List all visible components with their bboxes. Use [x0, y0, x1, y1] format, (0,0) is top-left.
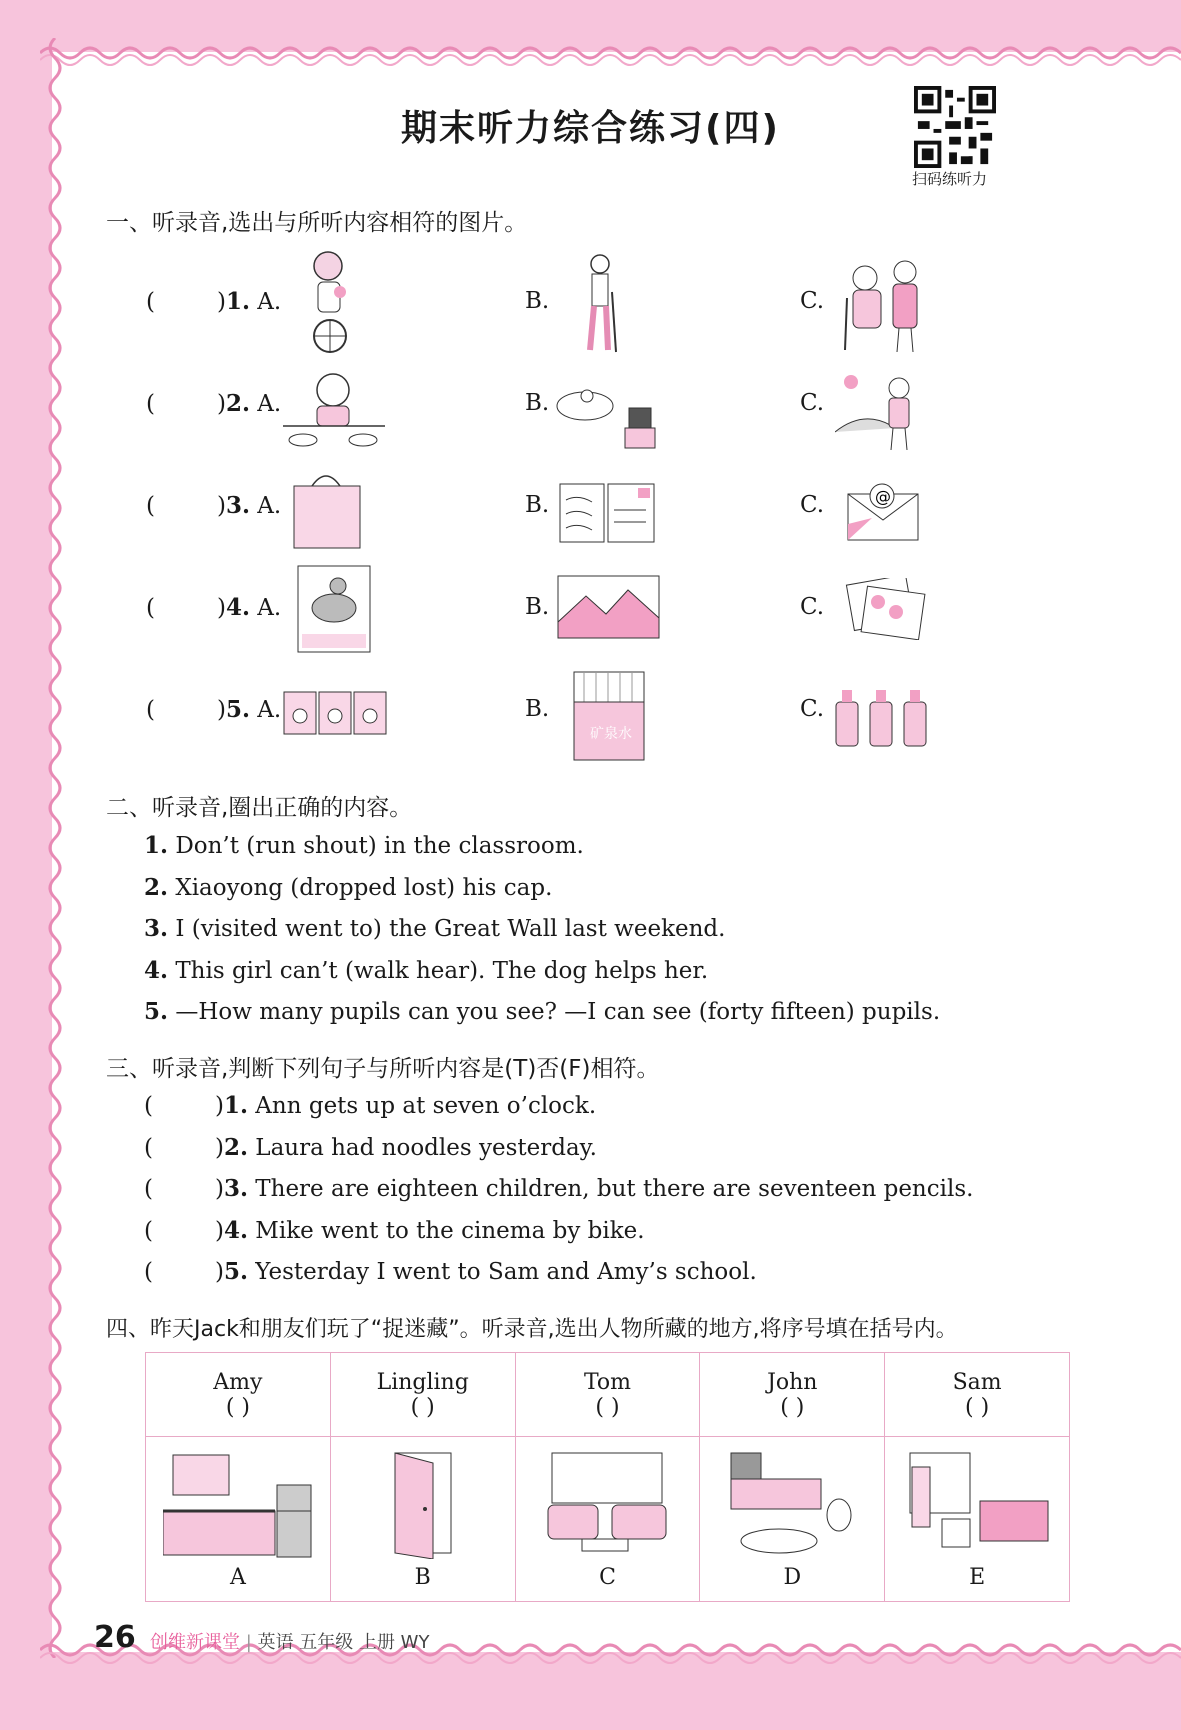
- postcards-picture[interactable]: [558, 480, 656, 546]
- place-cell-a: A: [146, 1437, 331, 1602]
- place-cell-e: E: [885, 1437, 1070, 1602]
- option-c-label: C.: [800, 594, 825, 620]
- section3-item-2: ( )2. Laura had noodles yesterday.: [144, 1134, 597, 1161]
- person-with-cane-picture[interactable]: [580, 252, 620, 354]
- mountain-painting-picture[interactable]: [556, 574, 661, 640]
- name-cell-sam: Sam ( ): [885, 1353, 1070, 1437]
- wheelchair-person-picture[interactable]: [300, 248, 360, 354]
- girl-helping-old-man-picture[interactable]: [835, 258, 930, 354]
- wavy-border-left: [40, 38, 70, 1658]
- water-bottles-box-picture[interactable]: [570, 670, 648, 762]
- section1-heading: 一、听录音,选出与所听内容相符的图片。: [106, 210, 528, 236]
- section2-item-3: 3. I (visited went to) the Great Wall last weekend.: [144, 915, 726, 942]
- page-number: 26: [94, 1620, 136, 1655]
- shopping-bag-picture[interactable]: [290, 470, 368, 552]
- name-cell-tom: Tom ( ): [515, 1353, 700, 1437]
- section3-item-5: ( )5. Yesterday I went to Sam and Amy’s school.: [144, 1258, 757, 1285]
- door-picture[interactable]: [373, 1449, 473, 1559]
- section3-item-3: ( )3. There are eighteen children, but there are seventeen pencils.: [144, 1175, 974, 1202]
- brand-name: 创维新课堂: [150, 1632, 240, 1653]
- section4-heading: 四、昨天Jack和朋友们玩了“捉迷藏”。听录音,选出人物所藏的地方,将序号填在括号内。: [106, 1317, 958, 1342]
- framed-dog-picture[interactable]: [296, 564, 372, 654]
- section2-item-1: 1. Don’t (run shout) in the classroom.: [144, 832, 584, 859]
- section3-item-4: ( )4. Mike went to the cinema by bike.: [144, 1217, 645, 1244]
- section3-heading: 三、听录音,判断下列句子与所听内容是(T)否(F)相符。: [106, 1056, 660, 1082]
- place-cell-c: C: [515, 1437, 700, 1602]
- place-cell-b: B: [330, 1437, 515, 1602]
- subject-info: 英语 五年级 上册 WY: [257, 1632, 430, 1653]
- svg-text:@: @: [875, 487, 891, 506]
- answer-bracket[interactable]: ( ): [780, 1394, 805, 1420]
- milk-cartons-picture[interactable]: [282, 686, 388, 736]
- water-bottles-picture[interactable]: [830, 686, 935, 748]
- flower-photos-picture[interactable]: [838, 578, 928, 640]
- option-c-label: C.: [800, 288, 825, 314]
- place-cell-d: D: [700, 1437, 885, 1602]
- bedroom-picture[interactable]: [902, 1449, 1052, 1559]
- kitchen-picture[interactable]: [163, 1449, 313, 1559]
- qr-label: 扫码练听力: [912, 170, 988, 188]
- option-c-label: C.: [800, 492, 825, 518]
- section3-item-1: ( )1. Ann gets up at seven o’clock.: [144, 1092, 597, 1119]
- boy-eating-picture[interactable]: [283, 368, 385, 452]
- hide-and-seek-table: [145, 1352, 1070, 1602]
- option-b-label: B.: [525, 696, 550, 722]
- page-title: 期末听力综合练习(四): [401, 108, 780, 149]
- option-b-label: B.: [525, 492, 550, 518]
- name-cell-amy: Amy ( ): [146, 1353, 331, 1437]
- option-b-label: B.: [525, 288, 550, 314]
- boy-in-bath-tv-picture[interactable]: [555, 384, 657, 450]
- answer-bracket[interactable]: ( ): [225, 1394, 250, 1420]
- living-room-picture[interactable]: [542, 1449, 672, 1559]
- section2-item-2: 2. Xiaoyong (dropped lost) his cap.: [144, 874, 553, 901]
- section2-item-4: 4. This girl can’t (walk hear). The dog helps her.: [144, 957, 709, 984]
- option-b-label: B.: [525, 594, 550, 620]
- answer-bracket[interactable]: ( ): [965, 1394, 990, 1420]
- option-b-label: B.: [525, 390, 550, 416]
- option-c-label: C.: [800, 390, 825, 416]
- name-cell-lingling: Lingling ( ): [330, 1353, 515, 1437]
- box-label: 矿泉水: [590, 726, 632, 742]
- section2-heading: 二、听录音,圈出正确的内容。: [106, 795, 413, 821]
- answer-bracket[interactable]: ( ): [410, 1394, 435, 1420]
- girl-in-garden-picture[interactable]: [835, 368, 930, 452]
- footer-info: 创维新课堂 | 英语 五年级 上册 WY: [150, 1632, 430, 1653]
- qr-code-icon[interactable]: [914, 86, 996, 168]
- bathroom-picture[interactable]: [727, 1449, 857, 1559]
- answer-bracket[interactable]: ( ): [595, 1394, 620, 1420]
- wavy-border-top: [40, 38, 1181, 68]
- option-c-label: C.: [800, 696, 825, 722]
- email-envelope-picture[interactable]: [842, 474, 924, 546]
- name-cell-john: John ( ): [700, 1353, 885, 1437]
- section2-item-5: 5. —How many pupils can you see? —I can see (forty fifteen) pupils.: [144, 998, 941, 1025]
